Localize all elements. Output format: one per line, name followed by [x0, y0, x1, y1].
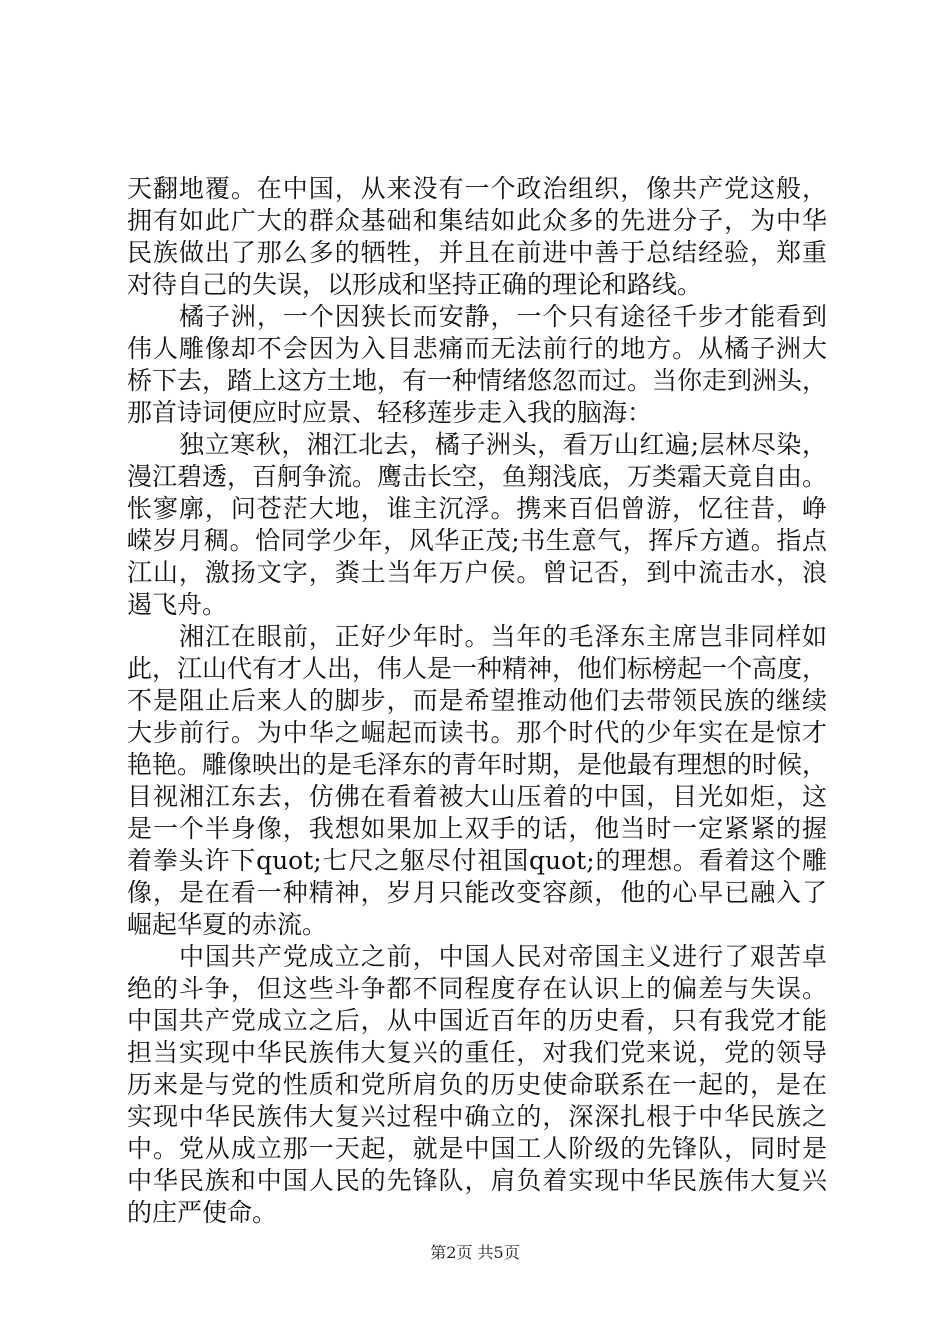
text-line: 崛起华夏的赤流。 — [127, 910, 328, 939]
text-line: 民族做出了那么多的牺牲，并且在前进中善于总结经验，郑重 — [127, 238, 827, 267]
text-line: 艳艳。雕像映出的是毛泽东的青年时期，是他最有理想的时候， — [127, 750, 828, 779]
text-line: 此，江山代有才人出，伟人是一种精神，他们标榜起一个高度， — [127, 654, 828, 683]
text-line: 那首诗词便应时应景、轻移莲步走入我的脑海： — [127, 398, 653, 427]
text-line: 天翻地覆。在中国，从来没有一个政治组织，像共产党这般， — [127, 174, 827, 203]
text-line: 橘子洲，一个因狭长而安静，一个只有途径千步才能看到 — [179, 302, 827, 331]
text-line: 目视湘江东去，仿佛在看着被大山压着的中国，目光如炬，这 — [127, 782, 827, 811]
text-line: 不是阻止后来人的脚步，而是希望推动他们去带领民族的继续 — [127, 686, 827, 715]
text-line: 中。党从成立那一天起，就是中国工人阶级的先锋队，同时是 — [127, 1134, 827, 1163]
text-line: 嵘岁月稠。恰同学少年，风华正茂;书生意气，挥斥方遒。指点 — [127, 526, 827, 555]
text-line: 遏飞舟。 — [127, 590, 228, 619]
text-line: 桥下去，踏上这方土地，有一种情绪悠忽而过。当你走到洲头， — [127, 366, 828, 395]
text-line: 大步前行。为中华之崛起而读书。那个时代的少年实在是惊才 — [127, 718, 827, 747]
text-line: 实现中华民族伟大复兴过程中确立的，深深扎根于中华民族之 — [127, 1102, 827, 1131]
text-line: 湘江在眼前，正好少年时。当年的毛泽东主席岂非同样如 — [179, 622, 827, 651]
text-line: 担当实现中华民族伟大复兴的重任，对我们党来说，党的领导 — [127, 1038, 827, 1067]
text-line: 中国共产党成立之后，从中国近百年的历史看，只有我党才能 — [127, 1006, 827, 1035]
text-line: 江山，激扬文字，粪土当年万户侯。曾记否，到中流击水，浪 — [127, 558, 827, 587]
text-line: 中华民族和中国人民的先锋队，肩负着实现中华民族伟大复兴 — [127, 1166, 827, 1195]
text-line: 像，是在看一种精神，岁月只能改变容颜，他的心早已融入了 — [127, 878, 827, 907]
page-number: 第2页 共5页 — [430, 1243, 520, 1262]
text-line: 怅寥廓，问苍茫大地，谁主沉浮。携来百侣曾游，忆往昔，峥 — [127, 494, 827, 523]
text-line: 绝的斗争，但这些斗争都不同程度存在认识上的偏差与失误。 — [127, 974, 827, 1003]
text-line: 独立寒秋，湘江北去，橘子洲头，看万山红遍;层林尽染， — [179, 430, 827, 459]
text-line: 拥有如此广大的群众基础和集结如此众多的先进分子，为中华 — [127, 206, 827, 235]
text-line: 伟人雕像却不会因为入目悲痛而无法前行的地方。从橘子洲大 — [127, 334, 827, 363]
text-line: 中国共产党成立之前，中国人民对帝国主义进行了艰苦卓 — [179, 942, 827, 971]
text-line: 着拳头许下quot;七尺之躯尽付祖国quot;的理想。看着这个雕 — [127, 846, 827, 875]
text-line: 的庄严使命。 — [127, 1198, 278, 1227]
text-line: 是一个半身像，我想如果加上双手的话，他当时一定紧紧的握 — [127, 814, 827, 843]
text-line: 历来是与党的性质和党所肩负的历史使命联系在一起的，是在 — [127, 1070, 827, 1099]
text-line: 对待自己的失误，以形成和坚持正确的理论和路线。 — [127, 270, 703, 299]
text-line: 漫江碧透，百舸争流。鹰击长空，鱼翔浅底，万类霜天竟自由。 — [127, 462, 828, 491]
